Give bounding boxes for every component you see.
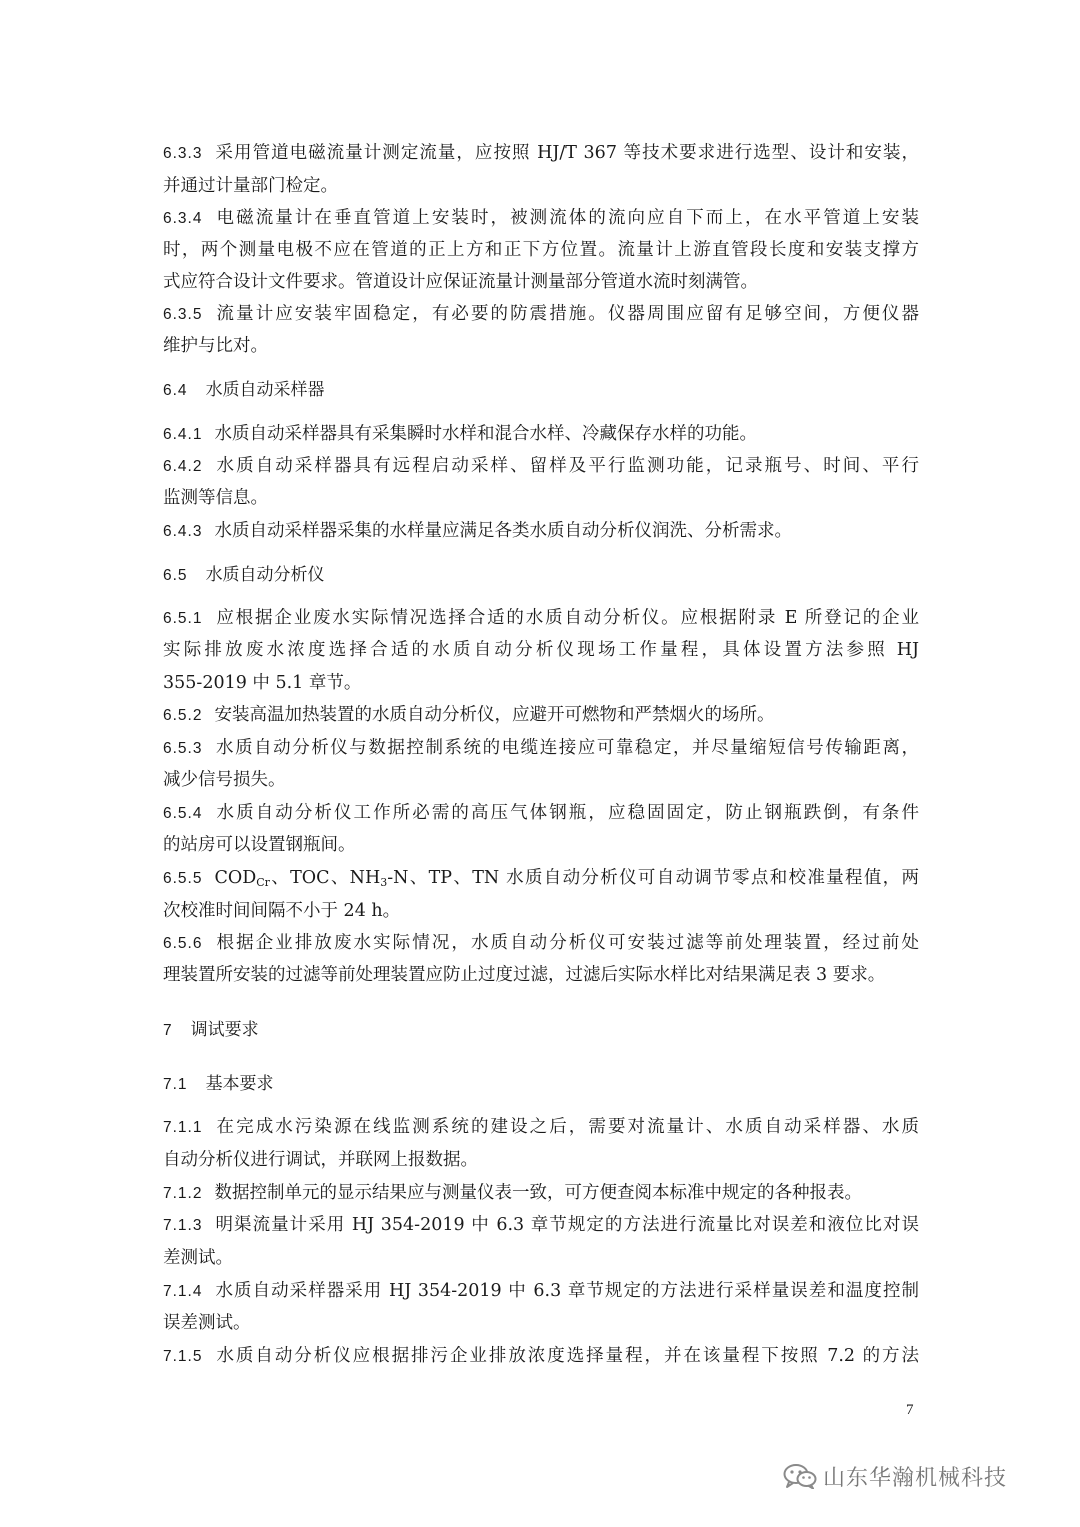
clause-6-3-5-line-2: 维护与比对。 [163,336,268,356]
section-heading-7-1: 7.1 基本要求 [163,1074,274,1094]
clause-6-3-4-line-1: 6.3.4 电磁流量计在垂直管道上安装时，被测流体的流向应自下而上，在水平管道上安装 [163,208,919,228]
clause-6-3-4-line-2: 时，两个测量电极不应在管道的正上方和正下方位置。流量计上游直管段长度和安装支撑方 [163,240,919,260]
clause-6-5-6-line-1: 6.5.6 根据企业排放废水实际情况，水质自动分析仪可安装过滤等前处理装置，经过前处 [163,933,919,953]
clause-6-3-5-line-1: 6.3.5 流量计应安装牢固稳定，有必要的防震措施。仪器周围应留有足够空间，方便仪器 [163,304,919,324]
clause-6-4-3: 6.4.3 水质自动采样器采集的水样量应满足各类水质自动分析仪润洗、分析需求。 [163,521,792,541]
watermark [783,1461,1007,1491]
clause-6-4-1: 6.4.1 水质自动采样器具有采集瞬时水样和混合水样、冷藏保存水样的功能。 [163,424,757,444]
clause-6-5-4-line-1: 6.5.4 水质自动分析仪工作所必需的高压气体钢瓶，应稳固固定，防止钢瓶跌倒，有条件 [163,803,919,823]
clause-6-5-2: 6.5.2 安装高温加热装置的水质自动分析仪，应避开可燃物和严禁烟火的场所。 [163,705,775,725]
page-number: 7 [906,1402,914,1418]
clause-7-1-3-line-2: 差测试。 [163,1248,233,1268]
wechat-icon [783,1463,817,1489]
clause-6-5-1-line-3: 355-2019 中 5.1 章节。 [163,673,362,693]
clause-6-3-4-line-3: 式应符合设计文件要求。管道设计应保证流量计测量部分管道水流时刻满管。 [163,272,758,292]
section-heading-6-4: 6.4 水质自动采样器 [163,380,325,400]
clause-6-4-2-line-1: 6.4.2 水质自动采样器具有远程启动采样、留样及平行监测功能，记录瓶号、时间、平行 [163,456,919,476]
clause-6-5-1-line-2: 实际排放废水浓度选择合适的水质自动分析仪现场工作量程，具体设置方法参照 HJ [163,640,919,660]
clause-6-5-1-line-1: 6.5.1 应根据企业废水实际情况选择合适的水质自动分析仪。应根据附录 E 所登记的企业 [163,608,919,628]
clause-6-4-2-line-2: 监测等信息。 [163,488,268,508]
clause-7-1-4-line-2: 误差测试。 [163,1313,251,1333]
clause-6-5-6-line-2: 理装置所安装的过滤等前处理装置应防止过度过滤，过滤后实际水样比对结果满足表 3 要求。 [163,965,886,985]
clause-7-1-1-line-1: 7.1.1 在完成水污染源在线监测系统的建设之后，需要对流量计、水质自动采样器、水质 [163,1117,919,1137]
clause-6-3-3-line-2: 并通过计量部门检定。 [163,176,338,196]
clause-6-5-4-line-2: 的站房可以设置钢瓶间。 [163,835,356,855]
clause-7-1-4-line-1: 7.1.4 水质自动采样器采用 HJ 354-2019 中 6.3 章节规定的方法进行采样量误差和温度控制 [163,1281,919,1301]
clause-6-5-5-line-2: 次校准时间间隔不小于 24 h。 [163,901,401,921]
chapter-heading-7: 7 调试要求 [163,1020,259,1040]
watermark-text: 山东华瀚机械科技 [823,1465,1008,1491]
clause-7-1-5-line-1: 7.1.5 水质自动分析仪应根据排污企业排放浓度选择量程，并在该量程下按照 7.2 的方法 [163,1346,919,1366]
clause-7-1-1-line-2: 自动分析仪进行调试，并联网上报数据。 [163,1150,478,1170]
clause-7-1-2: 7.1.2 数据控制单元的显示结果应与测量仪表一致，可方便查阅本标准中规定的各种报表。 [163,1183,862,1203]
clause-7-1-3-line-1: 7.1.3 明渠流量计采用 HJ 354-2019 中 6.3 章节规定的方法进行流量比对误差和液位比对误 [163,1215,919,1235]
clause-6-5-5-line-1: 6.5.5 $COD_{Cr}$、TOC、$NH_3-N$、TP、TN 水质自动分析仪可自动调节零点和校准量程值，两 [163,868,919,889]
section-heading-6-5: 6.5 水质自动分析仪 [163,565,325,585]
clause-6-5-3-line-1: 6.5.3 水质自动分析仪与数据控制系统的电缆连接应可靠稳定，并尽量缩短信号传输距离， [163,738,919,758]
clause-6-3-3-line-1: 6.3.3 采用管道电磁流量计测定流量，应按照 HJ/T 367 等技术要求进行选型、设计和安装， [163,143,919,163]
clause-6-5-3-line-2: 减少信号损失。 [163,770,286,790]
